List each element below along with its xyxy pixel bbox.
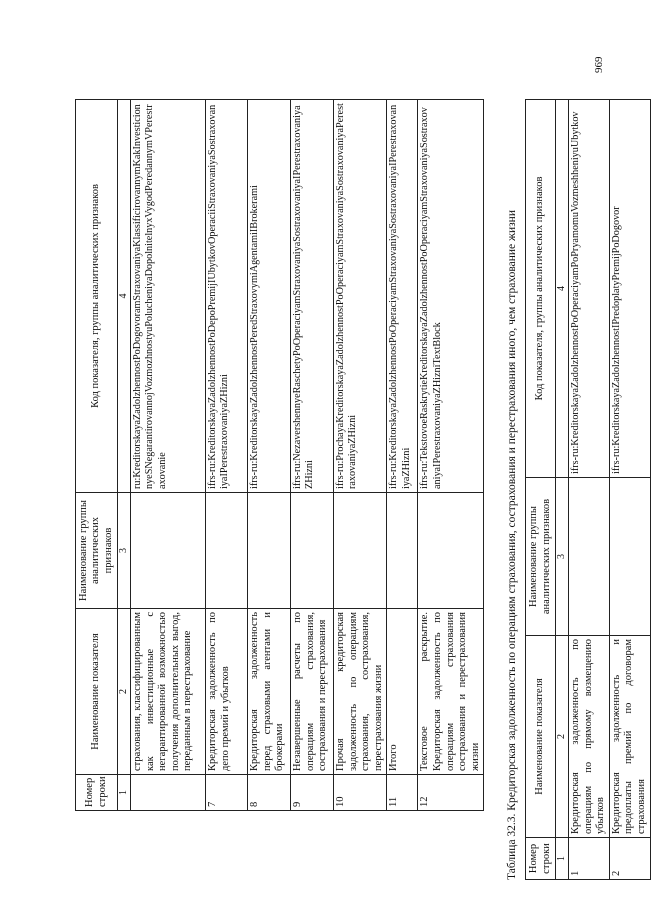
table-row [387,100,418,811]
indicator-name: Незавершенные расчеты по операциям страхования, сострахования и перестрахования [291,609,334,775]
non-life-debt-table [525,99,651,880]
indicator-name: Кредиторская задолженность и предоплаты премий по договорам страхования [609,636,650,838]
row-number: 11 [387,775,418,811]
indicator-code: ifrs-ru:NezavershennyeRaschetyPoOperaciyamStraxovaniyaSostraxovaniyaIPerestraxovaniyaZHizni [291,100,334,493]
table-caption: Таблица 32.3. Кредиторская задолженность по операциям страхования, сострахования и перестрахования иного, чем страхование жизни [506,210,518,880]
group-name [418,493,484,609]
group-name [569,478,610,636]
page-number: 969 [593,56,605,73]
group-name [206,493,248,609]
table-row [131,100,206,811]
table-row [569,100,610,880]
row-number: 12 [418,775,484,811]
indicator-code: ifrs-ru:TekstovoeRaskrytieKreditorskayaZadolzhennostPoOperaciyamStraxovaniyaSostraxovaniyaIPerestraxovaniyaZHizniTextBlock [418,100,484,493]
table-row [206,100,248,811]
column-number: 3 [556,478,569,636]
header-indicator-name: Наименование показателя [526,636,556,838]
indicator-code: ifrs-ru:KreditorskayaZadolzhennostPoOperaciyamStraxovaniyaSostraxovaniyaIPerestraxovaniyaZHizni [387,100,418,493]
header-code: Код показателя, группы аналитических признаков [76,100,118,493]
column-number: 4 [118,100,131,493]
header-row-number: Номер строки [526,838,556,880]
column-number: 4 [556,100,569,478]
indicator-name: Кредиторская задолженность по операциям по прямому возмещению убытков [569,636,610,838]
column-number: 1 [556,838,569,880]
debt-indicators-table [75,99,484,811]
indicator-name: Прочая кредиторская задолженность по операциям страхования, сострахования, перестрахования жизни [334,609,387,775]
table-row [248,100,291,811]
row-number: 7 [206,775,248,811]
indicator-code: ifrs-ru:KreditorskayaZadolzhennostPoOperaciyamPoPryamomuVozmeshheniyuUbytkov [569,100,610,478]
table-row [334,100,387,811]
row-number: 1 [569,838,610,880]
group-name [248,493,291,609]
row-number [131,775,206,811]
indicator-code: ifrs-ru:KreditorskayaZadolzhennostPoDepoPremijIUbytkovOperaciiStraxovaniyaSostraxovaniyaIPerestraxovaniyaZHizni [206,100,248,493]
header-group-name: Наименование группы аналитических признаков [526,478,556,636]
indicator-name: Кредиторская задолженность перед страховыми агентами и брокерами [248,609,291,775]
group-name [609,478,650,636]
indicator-name: Текстовое раскрытие. Кредиторская задолженность по операциям страхования сострахования и перестрахования жизни [418,609,484,775]
table-row [418,100,484,811]
indicator-code: ru:KreditorskayaZadolzhennostPoDogovoramStraxovaniyaKlassificirovannymKakInvesticionnyeSNegarantirovannojVozmozhnostyuPolucheniyaDopolnitelnyxVygodPeredannymVPerestraxovanie [131,100,206,493]
indicator-name: Кредиторская задолженность по депо премий и убытков [206,609,248,775]
row-number: 9 [291,775,334,811]
indicator-code: ifrs-ru:ProchayaKreditorskayaZadolzhennostPoOperaciyamStraxovaniyaSostraxovaniyaPerestraxovaniyaZHizni [334,100,387,493]
table-row [609,100,650,880]
group-name [387,493,418,609]
header-group-name: Наименование группы аналитических признаков [76,493,118,609]
header-row-number: Номер строки [76,775,118,811]
indicator-code: ifrs-ru:KreditorskayaZadolzhennostIPredoplatyPremijPoDogovor [609,100,650,478]
column-number: 3 [118,493,131,609]
group-name [291,493,334,609]
table-row [291,100,334,811]
indicator-code: ifrs-ru:KreditorskayaZadolzhennostPeredStraxovymiAgentamiIBrokerami [248,100,291,493]
header-indicator-name: Наименование показателя [76,609,118,775]
row-number: 10 [334,775,387,811]
column-number: 1 [118,775,131,811]
column-number: 2 [556,636,569,838]
column-number: 2 [118,609,131,775]
row-number: 2 [609,838,650,880]
indicator-name: Итого [387,609,418,775]
row-number: 8 [248,775,291,811]
header-code: Код показателя, группы аналитических признаков [526,100,556,478]
indicator-name: страхования, классифицированным как инвестиционные с негарантированной возможностью получения дополнительных выгод, переданным в перестрахование [131,609,206,775]
group-name [131,493,206,609]
group-name [334,493,387,609]
